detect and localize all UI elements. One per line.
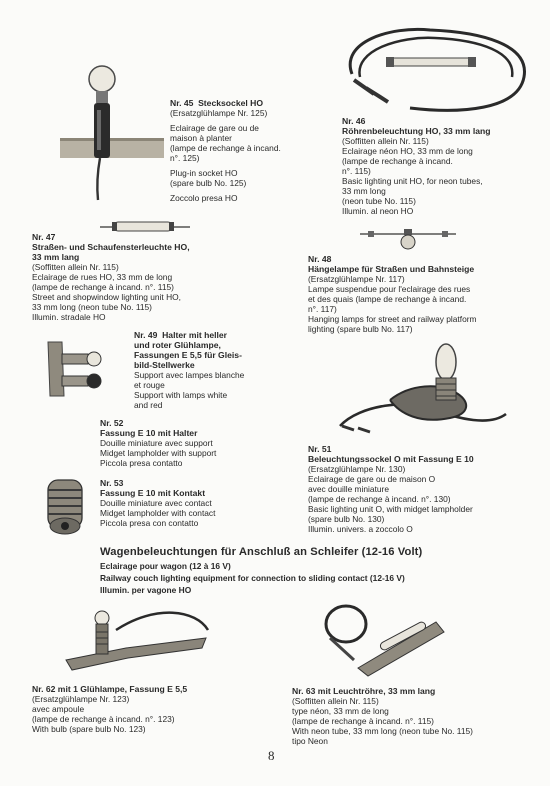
wagon-bulb-light-illustration [56,594,216,676]
item-line: (Soffitten allein Nr. 115) [342,136,429,146]
item-line: Basic lighting unit O, with midget lampholder [308,504,473,514]
item-line: Illumin. stradale HO [32,312,106,322]
item-number: Nr. 46 [342,116,366,126]
item-number: Nr. 63 mit Leuchtröhre, 33 mm lang [292,686,436,696]
item-53 [100,478,280,528]
item-line: (lampe de rechange à incand. n°. 123) [32,714,175,724]
item-line: (Soffitten allein Nr. 115) [292,696,379,706]
item-line: maison à planter [170,133,232,143]
item-line: Douille miniature avec contact [100,498,212,508]
item-line: Zoccolo presa HO [170,193,238,203]
item-49 [134,330,284,410]
item-line: tipo Neon [292,736,328,746]
hanging-lamp-illustration [360,226,456,252]
item-line: and red [134,400,163,410]
section-subheading: Railway couch lighting equipment for connection to sliding contact (12-16 V) [100,573,405,583]
item-line: Plug-in socket HO [170,168,238,178]
item-62 [32,684,262,734]
page-number: 8 [268,748,275,763]
item-line: (lampe de rechange à incand. n°. 115) [32,282,174,292]
tube-lighting-illustration [330,22,535,114]
item-line: Basic lighting unit HO, for neon tubes, [342,176,483,186]
item-line: (Ersatzglühlampe Nr. 117) [308,274,405,284]
item-number: Nr. 53 [100,478,124,488]
item-line: Eclairage de rues HO, 33 mm de long [32,272,173,282]
item-line: (Ersatzglühlampe Nr. 130) [308,464,406,474]
item-number: Nr. 45 [170,98,194,108]
item-line: avec ampoule [32,704,85,714]
item-line: 33 mm long (neon tube No. 115) [32,302,152,312]
item-number: Nr. 47 [32,232,56,242]
item-47 [32,232,252,322]
item-line: (lampe de rechange à incand. n°. 130) [308,494,451,504]
lighting-base-illustration [330,334,510,440]
item-title: Beleuchtungssockel O mit Fassung E 10 [308,454,474,464]
item-line: (lampe de rechange à incand. [170,143,281,153]
item-line: Midget lampholder with contact [100,508,216,518]
item-line: n°. 125) [170,153,200,163]
item-line: type néon, 33 mm de long [292,706,389,716]
item-title: Röhrenbeleuchtung HO, 33 mm lang [342,126,491,136]
item-48 [308,254,540,334]
item-title: 33 mm lang [32,252,80,262]
item-title: Halter mit heller [162,330,228,340]
item-line: Lampe suspendue pour l'eclairage des rues [308,284,471,294]
item-number: Nr. 62 mit 1 Glühlampe, Fassung E 5,5 [32,684,188,694]
item-number: Nr. 52 [100,418,124,428]
item-line: Douille miniature avec support [100,438,213,448]
item-51 [308,444,540,534]
item-line: Support with lamps white [134,390,228,400]
item-line: (Ersatzglühlampe Nr. 125) [170,108,268,118]
item-title: Hängelampe für Straßen und Bahnsteige [308,264,475,274]
item-number: Nr. 51 [308,444,332,454]
item-title: Stecksockel HO [198,98,264,108]
item-line: avec douille miniature [308,484,390,494]
item-line: Support avec lampes blanche [134,370,245,380]
item-line: (lampe de rechange à incand. n°. 115) [292,716,434,726]
lampholder-illustration [44,478,86,536]
holder-lamps-illustration [42,338,112,400]
item-line: et des quais (lampe de rechange à incand. [308,294,467,304]
item-line: n°. 115) [342,166,371,176]
item-number: Nr. 49 [134,330,158,340]
item-line: With bulb (spare bulb No. 123) [32,724,146,734]
item-line: Eclairage de gare ou de maison O [308,474,436,484]
item-line: Illumin. al neon HO [342,206,414,216]
item-line: 33 mm long [342,186,386,196]
item-title: Fassungen E 5,5 für Gleis- [134,350,242,360]
section-heading: Wagenbeleuchtungen für Anschluß an Schleifer (12-16 Volt) [100,546,423,558]
item-line: Piccola presa con contatto [100,518,199,528]
item-line: (Soffitten allein Nr. 115) [32,262,119,272]
plug-in-socket-illustration [60,62,172,202]
item-title: Fassung E 10 mit Kontakt [100,488,206,498]
item-line: et rouge [134,380,165,390]
item-line: (neon tube No. 115) [342,196,416,206]
item-line: Hanging lamps for street and railway platform [308,314,477,324]
item-line: With neon tube, 33 mm long (neon tube No. 115) [292,726,473,736]
wagon-tube-light-illustration [318,598,448,678]
item-title: bild-Stellwerke [134,360,195,370]
item-line: lighting (spare bulb No. 117) [308,324,413,334]
item-line: Piccola presa contatto [100,458,183,468]
item-line: (spare bulb No. 130) [308,514,385,524]
item-line: Eclairage de gare ou de [170,123,259,133]
item-line: (lampe de rechange à incand. [342,156,453,166]
item-line: Midget lampholder with support [100,448,217,458]
item-line: Street and shopwindow lighting unit HO, [32,292,181,302]
item-line: (spare bulb No. 125) [170,178,247,188]
item-title: Fassung E 10 mit Halter [100,428,198,438]
item-63 [292,686,532,746]
item-title: Straßen- und Schaufensterleuchte HO, [32,242,190,252]
item-title: und roter Glühlampe, [134,340,221,350]
section-subheading: Eclairage pour wagon (12 à 16 V) [100,561,231,571]
item-number: Nr. 48 [308,254,332,264]
item-52 [100,418,280,468]
item-line: Illumin. univers. a zoccolo O [308,524,413,534]
item-line: Eclairage néon HO, 33 mm de long [342,146,473,156]
section-subheading: Illumin. per vagone HO [100,585,192,595]
item-46 [342,116,542,216]
item-45 [170,98,320,203]
item-line: n°. 117) [308,304,337,314]
item-line: (Ersatzglühlampe Nr. 123) [32,694,130,704]
